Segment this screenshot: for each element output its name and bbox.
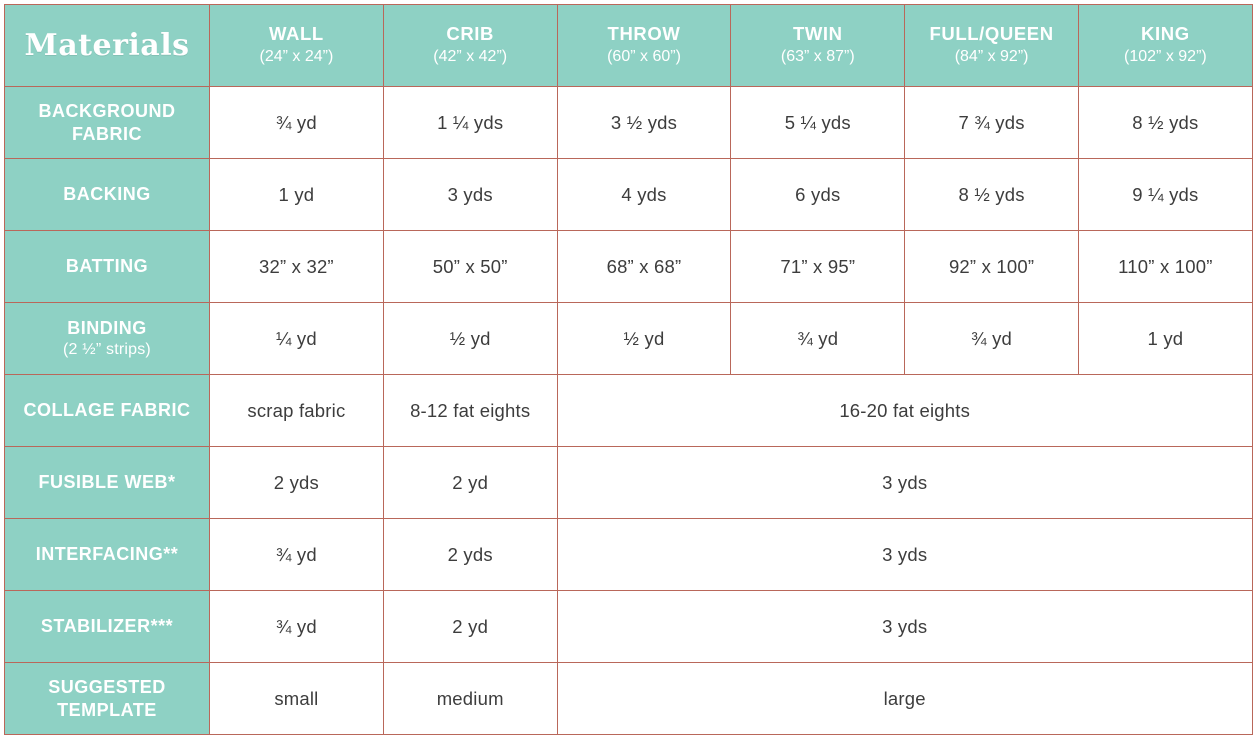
table-row <box>5 591 1253 663</box>
cell-value: 5 ¼ yds <box>731 87 905 159</box>
cell-value: 1 ¼ yds <box>383 87 557 159</box>
cell-value: scrap fabric <box>210 375 384 447</box>
cell-value-merged: 3 yds <box>557 519 1252 591</box>
column-header-wall <box>210 5 384 87</box>
cell-value: ½ yd <box>557 303 731 375</box>
cell-value: ¾ yd <box>210 87 384 159</box>
row-label-binding <box>5 303 210 375</box>
cell-value: 8 ½ yds <box>1078 87 1252 159</box>
cell-value: 9 ¼ yds <box>1078 159 1252 231</box>
row-label-batting: BATTING <box>5 231 210 303</box>
cell-value: 110” x 100” <box>1078 231 1252 303</box>
column-header-name: CRIB <box>446 23 494 45</box>
row-label-suggested-template: SUGGESTED TEMPLATE <box>5 663 210 735</box>
cell-value: 68” x 68” <box>557 231 731 303</box>
cell-value: 1 yd <box>1078 303 1252 375</box>
column-header-name: THROW <box>607 23 681 45</box>
cell-value-merged: large <box>557 663 1252 735</box>
cell-value: 8-12 fat eights <box>383 375 557 447</box>
cell-value: medium <box>383 663 557 735</box>
table-row <box>5 303 1253 375</box>
table-row <box>5 375 1253 447</box>
column-header-full-queen <box>905 5 1079 87</box>
table-row <box>5 231 1253 303</box>
corner-title: Materials <box>5 5 210 87</box>
cell-value: 7 ¾ yds <box>905 87 1079 159</box>
cell-value-merged: 16-20 fat eights <box>557 375 1252 447</box>
table-row <box>5 159 1253 231</box>
row-label-fusible-web: FUSIBLE WEB* <box>5 447 210 519</box>
cell-value: 3 yds <box>383 159 557 231</box>
row-label-backing: BACKING <box>5 159 210 231</box>
row-label-background-fabric: BACKGROUND FABRIC <box>5 87 210 159</box>
cell-value: 32” x 32” <box>210 231 384 303</box>
cell-value: 71” x 95” <box>731 231 905 303</box>
cell-value: ½ yd <box>383 303 557 375</box>
cell-value: 6 yds <box>731 159 905 231</box>
column-header-throw <box>557 5 731 87</box>
cell-value: 8 ½ yds <box>905 159 1079 231</box>
column-header-name: KING <box>1141 23 1190 45</box>
cell-value: ¾ yd <box>905 303 1079 375</box>
cell-value: 1 yd <box>210 159 384 231</box>
column-header-crib <box>383 5 557 87</box>
column-header-king <box>1078 5 1252 87</box>
cell-value-merged: 3 yds <box>557 447 1252 519</box>
cell-value: 92” x 100” <box>905 231 1079 303</box>
cell-value: 4 yds <box>557 159 731 231</box>
table-row <box>5 663 1253 735</box>
column-header-dimensions: (102” x 92”) <box>1124 47 1207 65</box>
row-label-stabilizer: STABILIZER*** <box>5 591 210 663</box>
cell-value-merged: 3 yds <box>557 591 1252 663</box>
table-row <box>5 519 1253 591</box>
table-row <box>5 87 1253 159</box>
row-label-collage-fabric: COLLAGE FABRIC <box>5 375 210 447</box>
column-header-name: FULL/QUEEN <box>929 23 1054 45</box>
cell-value: ¾ yd <box>210 519 384 591</box>
cell-value: ¾ yd <box>731 303 905 375</box>
row-label-subtext: (2 ½” strips) <box>63 341 151 359</box>
cell-value: small <box>210 663 384 735</box>
column-header-dimensions: (60” x 60”) <box>607 47 681 65</box>
column-header-dimensions: (42” x 42”) <box>433 47 508 65</box>
column-header-name: WALL <box>268 23 324 45</box>
column-header-name: TWIN <box>792 23 843 45</box>
table-row <box>5 447 1253 519</box>
cell-value: 50” x 50” <box>383 231 557 303</box>
cell-value: 2 yd <box>383 591 557 663</box>
table-header-row <box>5 5 1253 87</box>
column-header-dimensions: (24” x 24”) <box>259 47 334 65</box>
column-header-twin <box>731 5 905 87</box>
cell-value: ¼ yd <box>210 303 384 375</box>
cell-value: ¾ yd <box>210 591 384 663</box>
column-header-dimensions: (63” x 87”) <box>780 47 855 65</box>
cell-value: 3 ½ yds <box>557 87 731 159</box>
column-header-dimensions: (84” x 92”) <box>954 47 1029 65</box>
cell-value: 2 yds <box>210 447 384 519</box>
cell-value: 2 yd <box>383 447 557 519</box>
materials-table <box>4 4 1253 735</box>
cell-value: 2 yds <box>383 519 557 591</box>
row-label-text: BINDING <box>67 317 147 338</box>
row-label-interfacing: INTERFACING** <box>5 519 210 591</box>
